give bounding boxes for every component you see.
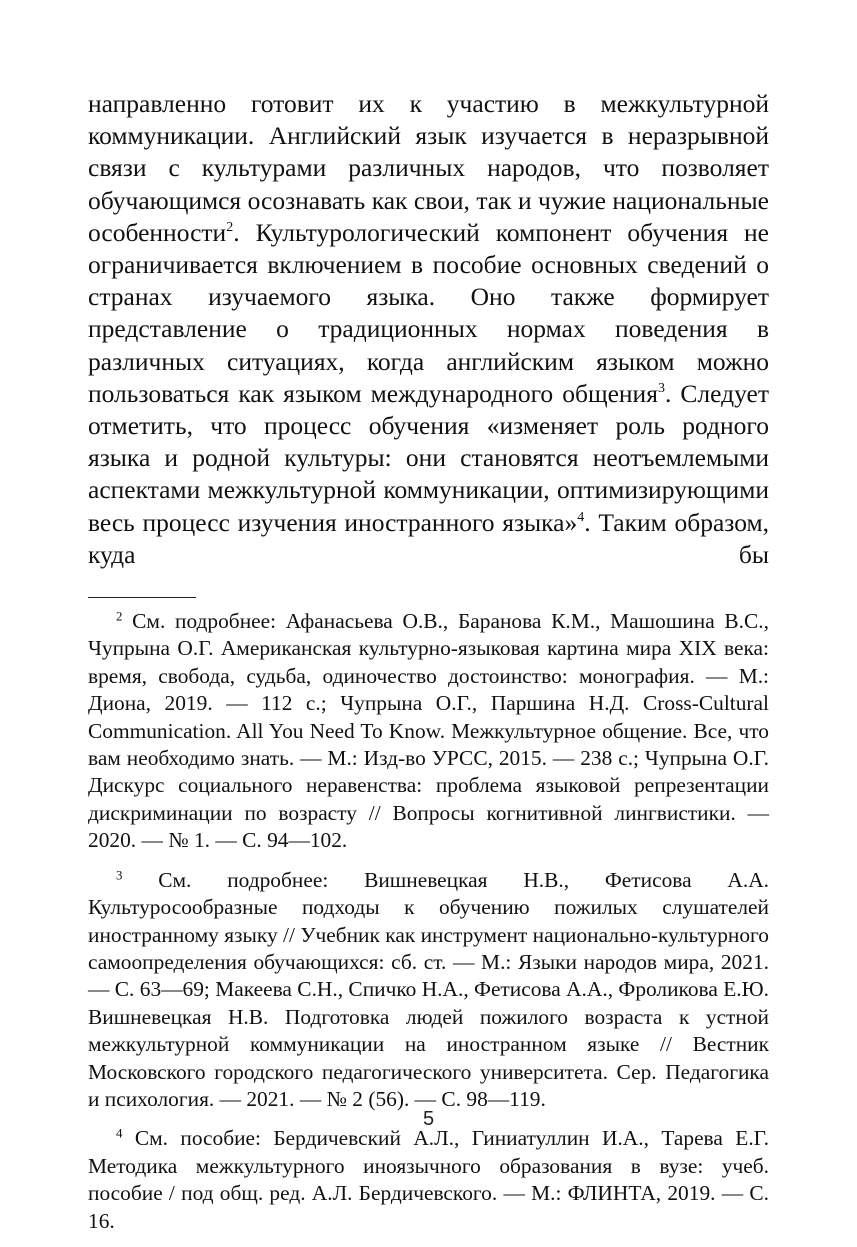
paragraph-text-3: . Следует отметить, что процесс обучения «изменяет роль родного языка и родной культуры: они становятся неотъемлемыми аспектами межкультурной коммуникации, оптимизирующими весь процесс изучения иностранного языка» — [88, 378, 769, 537]
footnote-number: 4 — [116, 1126, 123, 1141]
footnotes — [88, 608, 769, 1235]
footnote-text: См. подробнее: Афанасьева О.В., Баранова К.М., Машошина В.С., Чупрына О.Г. Американская культурно-языковая картина мира XIX века: время, свобода, судьба, одиночество достоинство: монография. — М.: Диона, 2019. — 112 с.; Чупрына О.Г., Паршина Н.Д. Cross-Cultural Communication. All You Need To Know. Межкультурное общение. Все, что вам необходимо знать. — М.: Изд-во УРСС, 2015. — 238 с.; Чупрына О.Г. Дискурс социального неравенства: проблема языковой репрезентации дискриминации по возрасту // Вопросы когнитивной лингвистики. — 2020. — № 1. — С. 94—102. — [88, 609, 769, 853]
paragraph-text-4: . Таким образом, куда бы — [88, 507, 769, 569]
paragraph-text-1: направленно готовит их к участию в межкультурной коммуникации. Английский язык изучается в неразрывной связи с культурами различных народов, что позволяет обучающимся осознавать как свои, так и чужие национальные особенности — [88, 89, 769, 247]
footnote-text: См. подробнее: Вишневецкая Н.В., Фетисова А.А. Культуросообразные подходы к обучению пожилых слушателей иностранному языку // Учебник как инструмент национально-культурного самоопределения обучающихся: сб. ст. — М.: Языки народов мира, 2021. — С. 63—69; Макеева С.Н., Спичко Н.А., Фетисова А.А., Фроликова Е.Ю. Вишневецкая Н.В. Подготовка людей пожилого возраста к устной межкультурной коммуникации на иностранном языке // Вестник Московского городского педагогического университета. Сер. Педагогика и психология. — 2021. — № 2 (56). — С. 98—119. — [88, 867, 769, 1111]
footnote-number: 2 — [116, 609, 123, 624]
footnote-separator — [88, 597, 196, 598]
footnote-text: См. пособие: Бердичевский А.Л., Гиниатуллин И.А., Тарева Е.Г. Методика межкультурного иноязычного образования в вузе: учеб. пособие / под общ. ред. А.Л. Бердичевского. — М.: ФЛИНТА, 2019. — С. 16. — [88, 1126, 769, 1233]
footnote-ref-2: 2 — [226, 220, 234, 235]
footnote-ref-3: 3 — [657, 381, 665, 397]
footnote-ref-4: 4 — [577, 509, 585, 525]
main-paragraph — [88, 88, 769, 571]
footnote-4 — [88, 1125, 769, 1235]
page-content — [88, 88, 769, 1247]
footnote-number: 3 — [116, 868, 123, 882]
page-number: 5 — [422, 1108, 435, 1130]
footnote-2 — [88, 608, 769, 855]
footnote-3 — [88, 867, 769, 1114]
paragraph-text-2: . Культурологический компонент обучения не ограничивается включением в пособие основных сведений о странах изучаемого языка. Оно также формирует представление о традиционных нормах поведения в различных ситуациях, когда английским языком можно пользоваться как языком международного общения — [88, 217, 769, 408]
